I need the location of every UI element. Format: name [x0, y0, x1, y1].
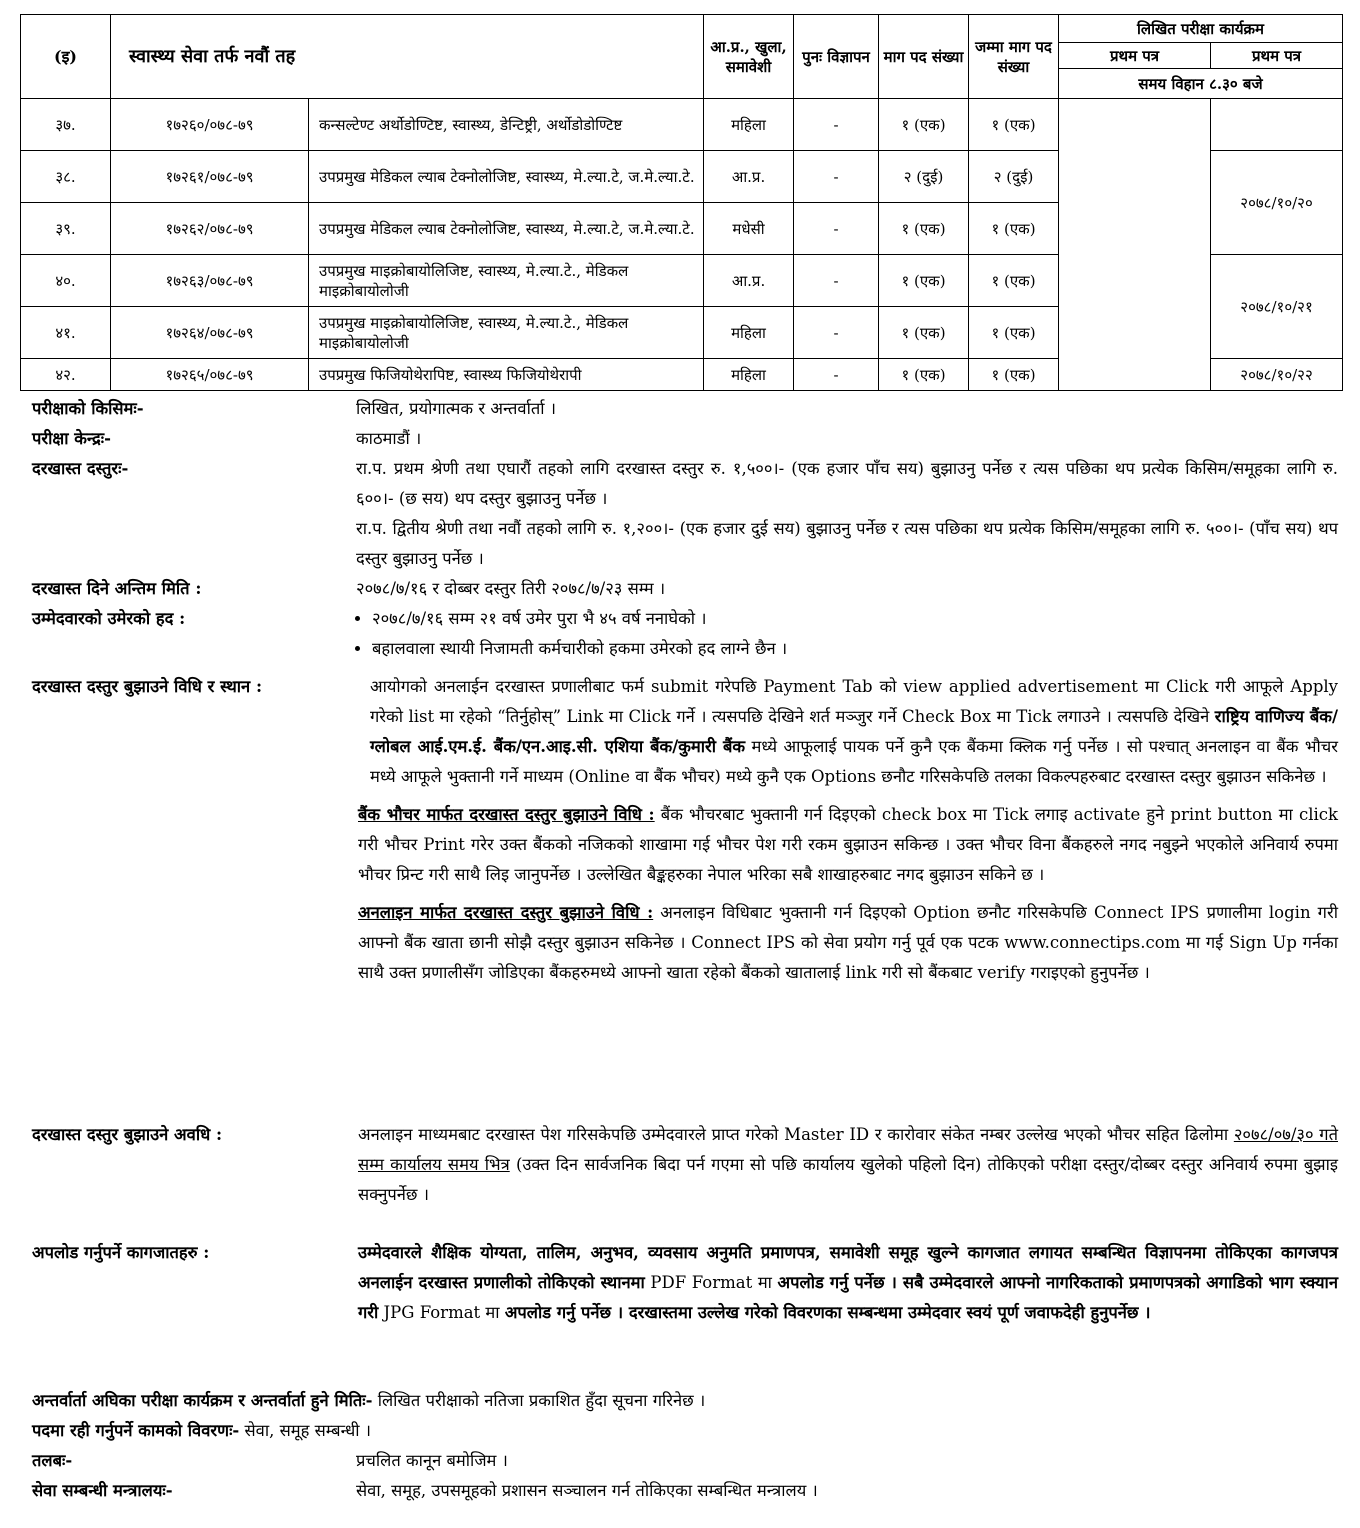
row-sn: ३९. [21, 203, 111, 255]
exam-type-value: लिखित, प्रयोगात्मक र अन्तर्वार्ता । [356, 399, 557, 418]
salary-row [32, 1446, 1338, 1476]
method-paragraph [370, 672, 1338, 792]
method-text-c: मध्ये आफूलाई पायक पर्ने कुनै एक बैंकमा क्लिक गर्नु पर्नेछ । सो पश्चात् अनलाइन वा बैंक भौचर मध्ये आफूले भुक्तानी गर्ने माध्यम (Online वा बैंक भौचर) मध्ये कुनै एक Options छनौट गरिसकेपछि तलका विकल्पहरुबाट दरखास्त दस्तुर बुझाउन सकिनेछ । [370, 737, 1338, 786]
row-demand: १ (एक) [879, 99, 969, 151]
deadline-label: दरखास्त दिने अन्तिम मिति : [32, 579, 202, 598]
row-post: उपप्रमुख माइक्रोबायोलिजिष्ट, स्वास्थ्य, मे.ल्या.टे., मेडिकल माइक्रोबायोलोजी [309, 255, 704, 307]
upload-text-1: उम्मेदवारले शैक्षिक योग्यता, तालिम, अनुभव, व्यवसाय अनुमति प्रमाणपत्र, समावेशी समूह खुल्ने कागजात लगायत सम्बन्धित विज्ञापनमा तोकिएका कागजपत्र अनलाईन दरखास्त प्रणालीको तोकिएको स्थानमा [358, 1243, 1338, 1292]
header-time: समय विहान ८.३० बजे [1059, 69, 1343, 99]
fee-row [32, 454, 1338, 574]
age-label: उम्मेदवारको उमेरको हद : [32, 609, 186, 628]
row-sn: ४२. [21, 359, 111, 391]
header-title: स्वास्थ्य सेवा तर्फ नवौं तह [111, 15, 704, 99]
upload-jpg: JPG Format मा [378, 1303, 505, 1322]
fee-value-1: रा.प. प्रथम श्रेणी तथा एघारौं तहको लागि दरखास्त दस्तुर रु. १,५००।- (एक हजार पाँच सय) बुझाउनु पर्नेछ र त्यस पछिका थप प्रत्येक किसिम/समूहका लागि रु. ६००।- (छ सय) थप दस्तुर बुझाउनु पर्नेछ । [356, 459, 1338, 508]
online-title: अनलाइन मार्फत दरखास्त दस्तुर बुझाउने विधि : [358, 903, 654, 922]
header-readvert: पुनः विज्ञापन [794, 15, 879, 99]
row-post: उपप्रमुख मेडिकल ल्याब टेक्नोलोजिष्ट, स्वास्थ्य, मे.ल्या.टे, ज.मे.ल्या.टे. [309, 203, 704, 255]
row-sn: ४१. [21, 307, 111, 359]
upload-label: अपलोड गर्नुपर्ने कागजातहरु : [32, 1243, 210, 1262]
header-paper2: प्रथम पत्र [1211, 43, 1343, 69]
method-label: दरखास्त दस्तुर बुझाउने विधि र स्थान : [32, 677, 263, 696]
row-category: मधेसी [704, 203, 794, 255]
row-total: १ (एक) [969, 203, 1059, 255]
exam-date: २०७८/१०/२१ [1211, 255, 1343, 359]
row-demand: १ (एक) [879, 203, 969, 255]
header-category: आ.प्र., खुला, समावेशी [704, 15, 794, 99]
row-demand: २ (दुई) [879, 151, 969, 203]
interview-value: लिखित परीक्षाको नतिजा प्रकाशित हुँदा सूचना गरिनेछ । [372, 1391, 706, 1410]
row-sn: ३७. [21, 99, 111, 151]
period-text-3: (उक्त दिन सार्वजनिक बिदा पर्न गएमा सो पछि कार्यालय खुलेको पहिलो दिन) तोकिएको परीक्षा दस्तुर/दोब्बर दस्तुर अनिवार्य रुपमा बुझाइ सक्नुपर्नेछ । [358, 1155, 1338, 1204]
row-readvert: - [794, 99, 879, 151]
age-row [32, 604, 1338, 664]
info-section-top [32, 394, 1338, 664]
paper2-date-empty [1211, 99, 1343, 151]
row-category: महिला [704, 359, 794, 391]
row-total: १ (एक) [969, 99, 1059, 151]
row-readvert: - [794, 151, 879, 203]
method-text-a: आयोगको अनलाईन दरखास्त प्रणालीबाट फर्म submit गरेपछि Payment Tab को view applied advertisement मा Click गरी आफूले Apply गरेको list मा रहेको “तिर्नुहोस्” Link मा Click गर्ने । त्यसपछि देखिने शर्त मञ्जुर गर्ने Check Box मा Tick लगाउने । त्यसपछि देखिने [370, 677, 1338, 726]
header-total-demand: जम्मा माग पद संख्या [969, 15, 1059, 99]
row-post: उपप्रमुख मेडिकल ल्याब टेक्नोलोजिष्ट, स्वास्थ्य, मे.ल्या.टे, ज.मे.ल्या.टे. [309, 151, 704, 203]
row-post: कन्सल्टेण्ट अर्थोडोण्टिष्ट, स्वास्थ्य, डेन्टिष्ट्री, अर्थोडोडोण्टिष्ट [309, 99, 704, 151]
row-category: आ.प्र. [704, 255, 794, 307]
duties-value: सेवा, समूह सम्बन्धी । [239, 1421, 372, 1440]
period-section [32, 1120, 1338, 1210]
row-demand: १ (एक) [879, 359, 969, 391]
info-section-bottom [32, 1386, 1338, 1506]
online-text: अनलाइन विधिबाट भुक्तानी गर्न दिइएको Option छनौट गरिसकेपछि Connect IPS प्रणालीमा login गरी आफ्नो बैंक खाता छानी सोझै दस्तुर बुझाउन सकिनेछ । Connect IPS को सेवा प्रयोग गर्नु पूर्व एक पटक www.connectips.com मा गई Sign Up गर्नका साथै उक्त प्रणालीसँग जोडिएका बैंकहरुमध्ये आफ्नो खाता रहेको बैंकको खातालाई link गरी सो बैंकबाट verify गराइएको हुनुपर्नेछ । [358, 903, 1338, 982]
row-readvert: - [794, 307, 879, 359]
exam-date: २०७८/१०/२० [1211, 151, 1343, 255]
voucher-block [358, 800, 1338, 890]
exam-date: २०७८/१०/२२ [1211, 359, 1343, 391]
exam-center-label: परीक्षा केन्द्रः- [32, 429, 111, 448]
row-post: उपप्रमुख माइक्रोबायोलिजिष्ट, स्वास्थ्य, मे.ल्या.टे., मेडिकल माइक्रोबायोलोजी [309, 307, 704, 359]
row-adv-no: १७२६१/०७८-७९ [111, 151, 309, 203]
age-bullet-1: • २०७८/७/१६ सम्म २१ वर्ष उमेर पुरा भै ४५ वर्ष ननाघेको । [372, 604, 1338, 634]
duties-row [32, 1416, 1338, 1446]
age-bullet-2: • बहालवाला स्थायी निजामती कर्मचारीको हकमा उमेरको हद लाग्ने छैन । [372, 634, 1338, 664]
vacancy-table [20, 14, 1343, 391]
row-category: महिला [704, 99, 794, 151]
ministry-value: सेवा, समूह, उपसमूहको प्रशासन सञ्चालन गर्न तोकिएका सम्बन्धित मन्त्रालय । [356, 1481, 818, 1500]
header-demand: माग पद संख्या [879, 15, 969, 99]
row-sn: ४०. [21, 255, 111, 307]
table-row [21, 99, 1343, 151]
row-sn: ३८. [21, 151, 111, 203]
salary-label: तलबः- [32, 1451, 73, 1470]
exam-type-label: परीक्षाको किसिमः- [32, 399, 144, 418]
exam-center-value: काठमाडौं । [356, 429, 422, 448]
ministry-row [32, 1476, 1338, 1506]
fee-value-2: रा.प. द्वितीय श्रेणी तथा नवौं तहको लागि रु. १,२००।- (एक हजार दुई सय) बुझाउनु पर्नेछ र त्यस पछिका थप प्रत्येक किसिम/समूहका लागि रु. ५००।- (पाँच सय) थप दस्तुर बुझाउनु पर्नेछ । [356, 519, 1338, 568]
row-category: आ.प्र. [704, 151, 794, 203]
header-paper1: प्रथम पत्र [1059, 43, 1211, 69]
row-adv-no: १७२६२/०७८-७९ [111, 203, 309, 255]
method-banks: राष्ट्रिय वाणिज्य बैंक/ग्लोबल आई.एम.ई. बैंक/एन.आइ.सी. एशिया बैंक/कुमारी बैंक [370, 707, 1338, 756]
upload-pdf: PDF Format मा [644, 1273, 778, 1292]
row-adv-no: १७२६४/०७८-७९ [111, 307, 309, 359]
upload-section [32, 1238, 1338, 1328]
row-adv-no: १७२६३/०७८-७९ [111, 255, 309, 307]
voucher-text: बैंक भौचरबाट भुक्तानी गर्न दिइएको check box मा Tick लगाइ activate हुने print button मा click गरी भौचर Print गरेर उक्त बैंकको नजिकको शाखामा गई भौचर पेश गरी रकम बुझाउन सकिन्छ । उक्त भौचर विना बैंकहरुले नगद नबुझ्ने भएकोले अनिवार्य रुपमा भौचर प्रिन्ट गरी साथै लिइ जानुपर्नेछ । उल्लेखित बैङ्कहरुका नेपाल भरिका सबै शाखाहरुबाट नगद बुझाउन सकिने छ । [358, 805, 1338, 884]
method-section [32, 672, 1338, 988]
header-exam-program: लिखित परीक्षा कार्यक्रम [1059, 15, 1343, 43]
period-text-1: अनलाइन माध्यमबाट दरखास्त पेश गरिसकेपछि उम्मेदवारले प्राप्त गरेको Master ID र कारोवार संकेत नम्बर उल्लेख भएको भौचर सहित ढिलोमा [358, 1125, 1229, 1144]
online-block [358, 898, 1338, 988]
row-adv-no: १७२६५/०७८-७९ [111, 359, 309, 391]
ministry-label: सेवा सम्बन्धी मन्त्रालयः- [32, 1481, 173, 1500]
interview-label: अन्तर्वार्ता अघिका परीक्षा कार्यक्रम र अन्तर्वार्ता हुने मितिः- [32, 1391, 373, 1410]
period-label: दरखास्त दस्तुर बुझाउने अवधि : [32, 1125, 223, 1144]
row-total: १ (एक) [969, 359, 1059, 391]
interview-row [32, 1386, 1338, 1416]
row-demand: १ (एक) [879, 255, 969, 307]
row-total: १ (एक) [969, 307, 1059, 359]
row-readvert: - [794, 255, 879, 307]
voucher-title: बैंक भौचर मार्फत दरखास्त दस्तुर बुझाउने विधि : [358, 805, 655, 824]
exam-type-row [32, 394, 1338, 424]
row-post: उपप्रमुख फिजियोथेरापिष्ट, स्वास्थ्य फिजियोथेरापी [309, 359, 704, 391]
duties-label: पदमा रही गर्नुपर्ने कामको विवरणः- [32, 1421, 240, 1440]
row-readvert: - [794, 359, 879, 391]
upload-text-5: अपलोड गर्नु पर्नेछ । दरखास्तमा उल्लेख गरेको विवरणका सम्बन्धमा उम्मेदवार स्वयं पूर्ण जवाफदेही हुनुपर्नेछ । [504, 1303, 1151, 1322]
deadline-row [32, 574, 1338, 604]
upload-text-3: अपलोड गर्नु पर्नेछ । सबै उम्मेदवारले आफ्नो नागरिकताको प्रमाणपत्रको अगाडिको भाग स्क्यान गरी [358, 1273, 1338, 1322]
salary-value: प्रचलित कानून बमोजिम । [356, 1451, 508, 1470]
header-sno: (इ) [21, 15, 111, 99]
deadline-value: २०७८/७/१६ र दोब्बर दस्तुर तिरी २०७८/७/२३ सम्म । [356, 579, 666, 598]
row-demand: १ (एक) [879, 307, 969, 359]
row-total: १ (एक) [969, 255, 1059, 307]
fee-label: दरखास्त दस्तुरः- [32, 459, 129, 478]
row-total: २ (दुई) [969, 151, 1059, 203]
row-category: महिला [704, 307, 794, 359]
row-adv-no: १७२६०/०७८-७९ [111, 99, 309, 151]
exam-center-row [32, 424, 1338, 454]
period-deadline: २०७८/०७/३० गते सम्म कार्यालय समय भित्र [358, 1125, 1338, 1174]
row-readvert: - [794, 203, 879, 255]
paper1-date-cell [1059, 99, 1211, 391]
